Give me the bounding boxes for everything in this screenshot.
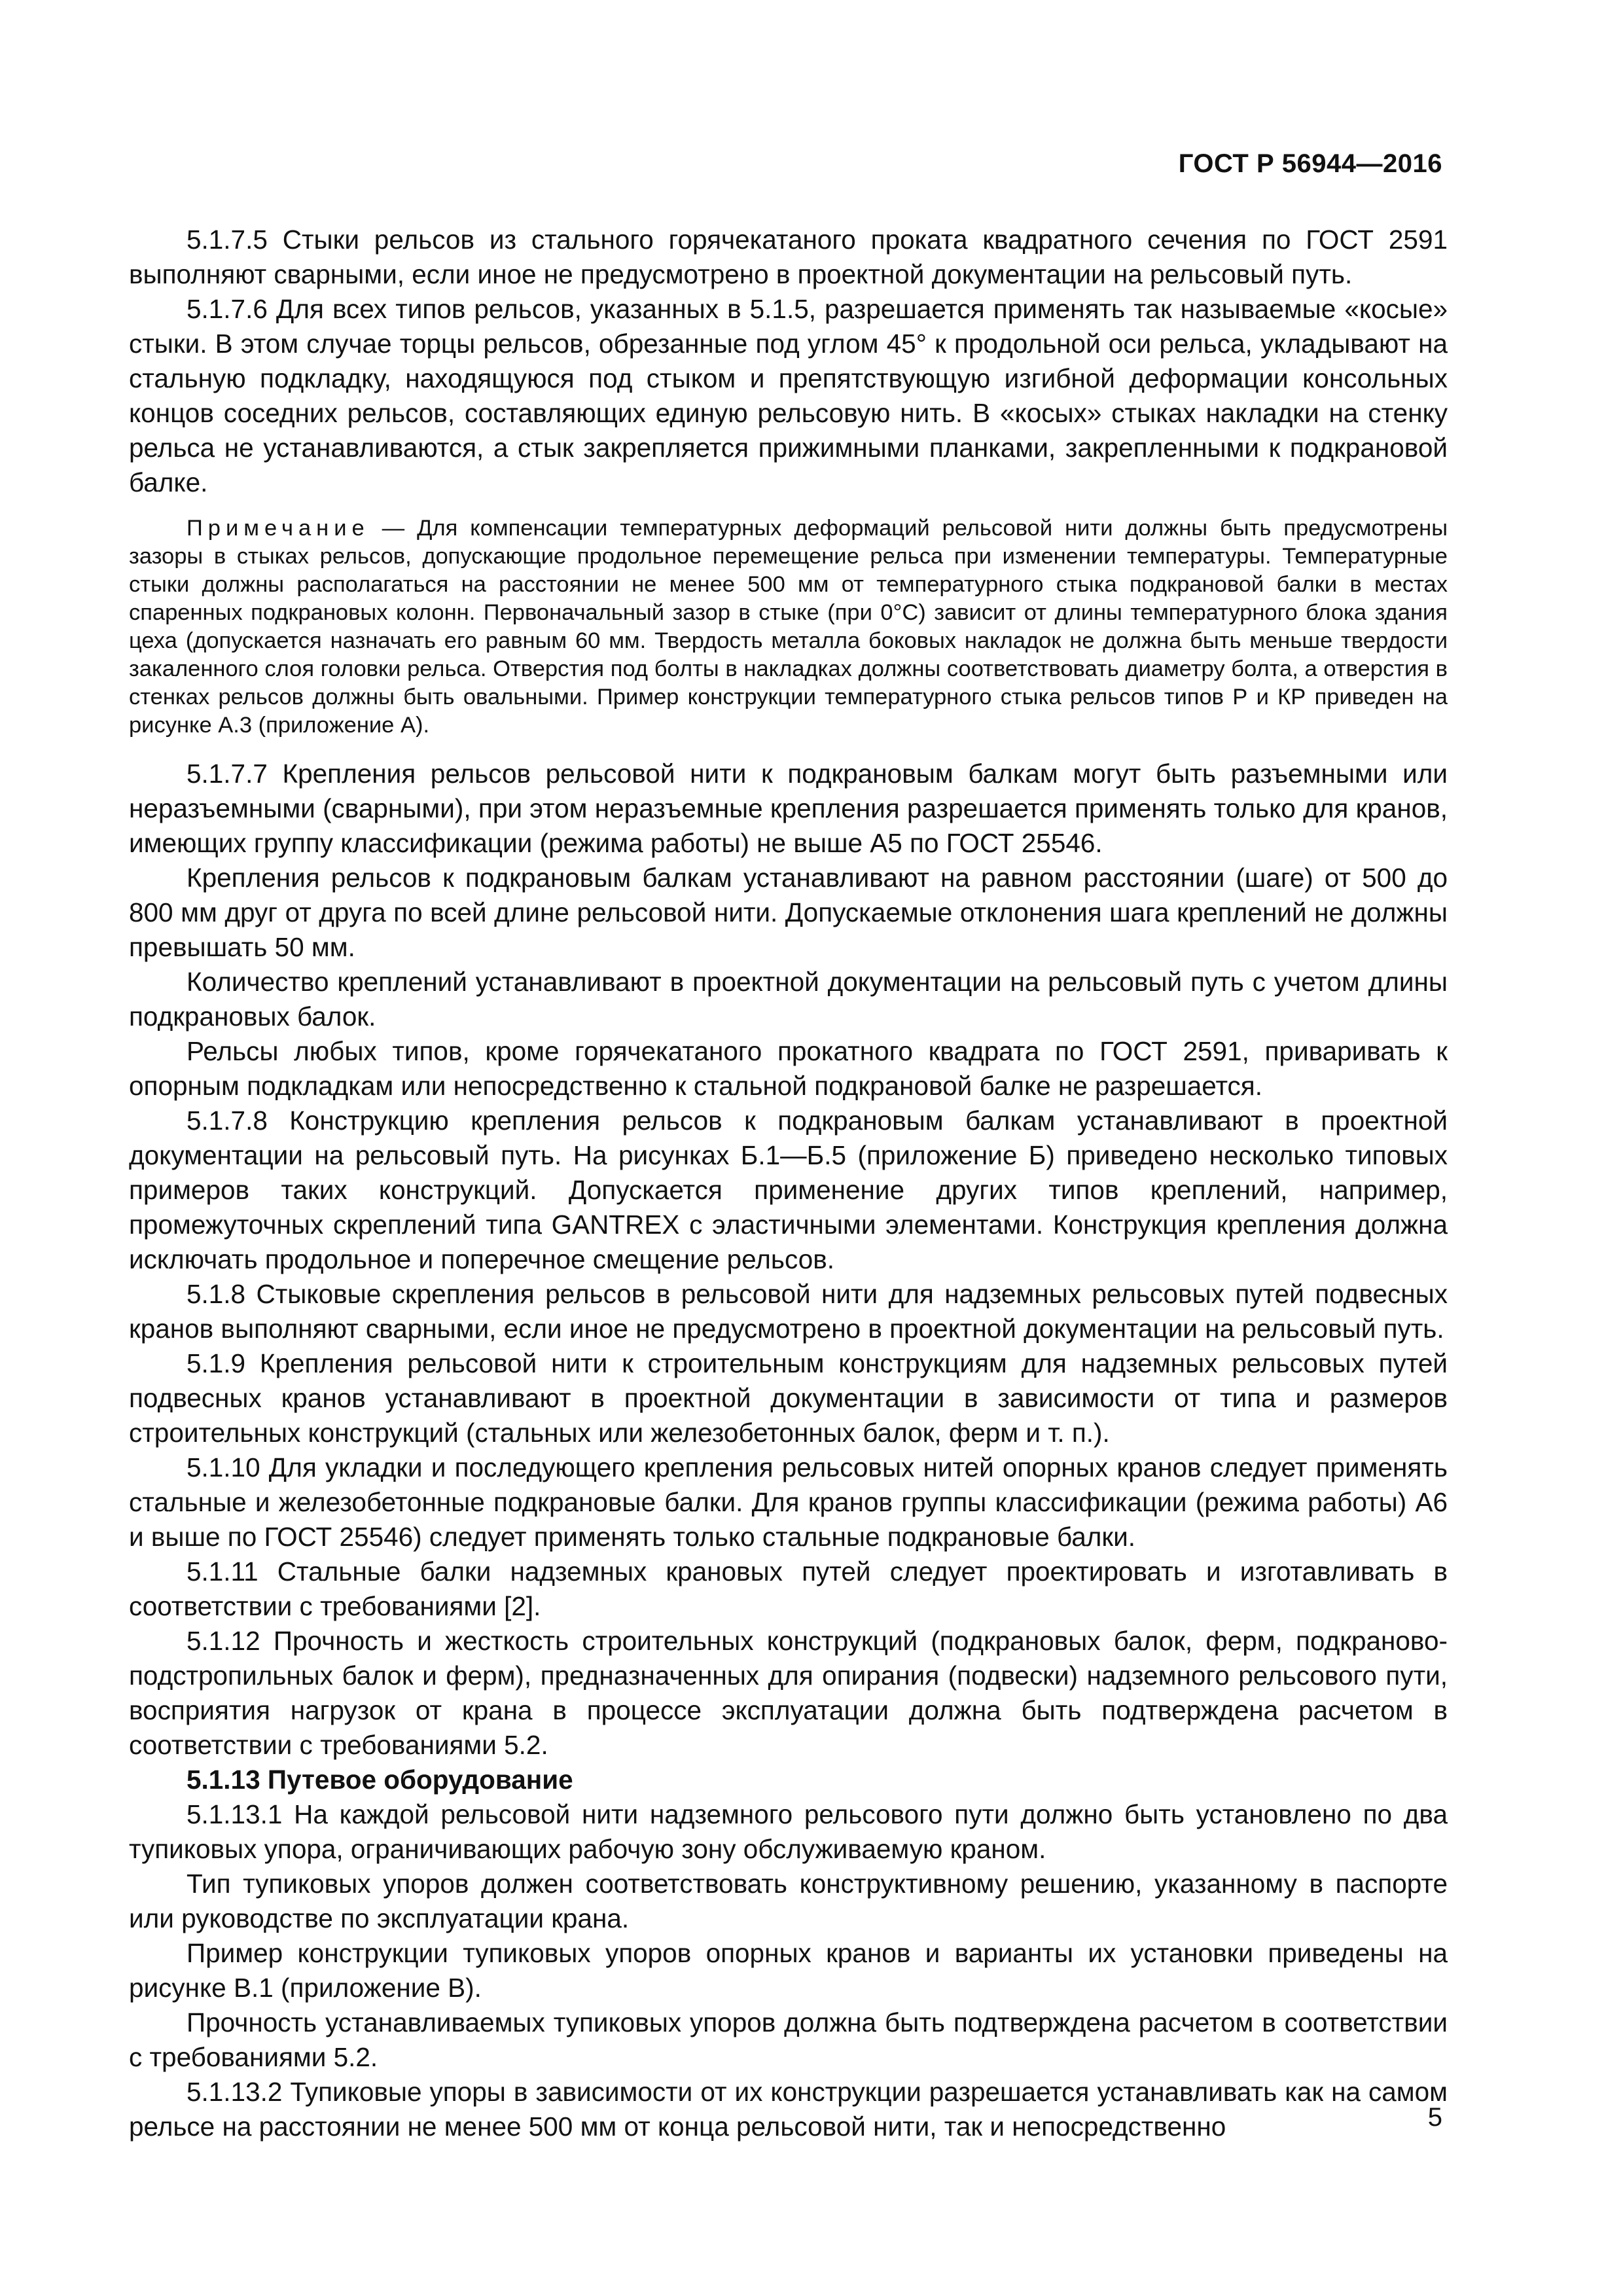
- paragraph-fastening-spacing: Крепления рельсов к подкрановым балкам устанавливают на равном расстоянии (шаге) от 500 до 800 мм друг от друга по всей длине рельсовой нити. Допускаемые отклонения шага креплений не должны превышать 50 мм.: [129, 863, 1448, 962]
- note-label: Примечание: [187, 516, 370, 541]
- note-text: — Для компенсации температурных деформаций рельсовой нити должны быть предусмотрены зазоры в стыках рельсов, допускающие продольное перемещение рельса при изменении температуры. Температурные стыки должны располагаться на расстоянии не менее 500 мм от температурного стыка подкрановой балки в местах спаренных подкрановых колонн. Первоначальный зазор в стыке (при 0°С) зависит от длины температурного блока здания цеха (допускается назначать его равным 60 мм. Твердость металла боковых накладок не должна быть меньше твердости закаленного слоя головки рельса. Отверстия под болты в накладках должны соответствовать диаметру болта, а отверстия в стенках рельсов должны быть овальными. Пример конструкции температурного стыка рельсов типов Р и КР приведен на рисунке А.3 (приложение А).: [129, 516, 1448, 738]
- paragraph-stop-strength: Прочность устанавливаемых тупиковых упоров должна быть подтверждена расчетом в соответствии с требованиями 5.2.: [129, 2007, 1448, 2072]
- paragraph-5-1-13-1: 5.1.13.1 На каждой рельсовой нити надземного рельсового пути должно быть установлено по два тупиковых упора, ограничивающих рабочую зону обслуживаемую краном.: [129, 1799, 1448, 1864]
- page-number: 5: [1427, 2103, 1442, 2132]
- paragraph-5-1-9: 5.1.9 Крепления рельсовой нити к строительным конструкциям для надземных рельсовых путей подвесных кранов устанавливают в проектной документации в зависимости от типа и размеров строительных конструкций (стальных или железобетонных балок, ферм и т. п.).: [129, 1348, 1448, 1448]
- paragraph-5-1-12: 5.1.12 Прочность и жесткость строительных конструкций (подкрановых балок, ферм, подкраново-подстропильных балок и ферм), предназначенных для опирания (подвески) надземного рельсового пути, восприятия нагрузок от крана в процессе эксплуатации должна быть подтверждена расчетом в соответствии с требованиями 5.2.: [129, 1626, 1448, 1760]
- paragraph-5-1-7-6: 5.1.7.6 Для всех типов рельсов, указанных в 5.1.5, разрешается применять так называемые «косые» стыки. В этом случае торцы рельсов, обрезанные под углом 45° к продольной оси рельса, укладывают на стальную подкладку, находящуюся под стыком и препятствующую изгибной деформации консольных концов соседних рельсов, составляющих единую рельсовую нить. В «косых» стыках накладки на стенку рельса не устанавливаются, а стык закрепляется прижимными планками, закрепленными к подкрановой балке.: [129, 294, 1448, 497]
- paragraph-fastening-count: Количество креплений устанавливают в проектной документации на рельсовый путь с учетом длины подкрановых балок.: [129, 967, 1448, 1031]
- paragraph-5-1-10: 5.1.10 Для укладки и последующего крепления рельсовых нитей опорных кранов следует применять стальные и железобетонные подкрановые балки. Для кранов группы классификации (режима работы) А6 и выше по ГОСТ 25546) следует применять только стальные подкрановые балки.: [129, 1452, 1448, 1552]
- paragraph-5-1-7-5: 5.1.7.5 Стыки рельсов из стального горячекатаного проката квадратного сечения по ГОСТ 2591 выполняют сварными, если иное не предусмотрено в проектной документации на рельсовый путь.: [129, 224, 1448, 289]
- paragraph-stop-example: Пример конструкции тупиковых упоров опорных кранов и варианты их установки приведены на рисунке В.1 (приложение В).: [129, 1938, 1448, 2003]
- paragraph-5-1-11: 5.1.11 Стальные балки надземных крановых путей следует проектировать и изготавливать в соответствии с требованиями [2].: [129, 1556, 1448, 1621]
- document-body: [129, 223, 1448, 2144]
- section-heading-5-1-13: 5.1.13 Путевое оборудование: [187, 1765, 573, 1795]
- paragraph-5-1-8: 5.1.8 Стыковые скрепления рельсов в рельсовой нити для надземных рельсовых путей подвесных кранов выполняют сварными, если иное не предусмотрено в проектной документации на рельсовый путь.: [129, 1279, 1448, 1344]
- paragraph-5-1-13-2: 5.1.13.2 Тупиковые упоры в зависимости от их конструкции разрешается устанавливать как на самом рельсе на расстоянии не менее 500 мм от конца рельсовой нити, так и непосредственно: [129, 2077, 1448, 2142]
- document-standard-number: ГОСТ Р 56944—2016: [1178, 149, 1442, 178]
- paragraph-5-1-7-8: 5.1.7.8 Конструкцию крепления рельсов к подкрановым балкам устанавливают в проектной документации на рельсовый путь. На рисунках Б.1—Б.5 (приложение Б) приведено несколько типовых примеров таких конструкций. Допускается применение других типов креплений, например, промежуточных скреплений типа GANTREX с эластичными элементами. Конструкция крепления должна исключать продольное и поперечное смещение рельсов.: [129, 1105, 1448, 1274]
- paragraph-stop-type: Тип тупиковых упоров должен соответствовать конструктивному решению, указанному в паспорте или руководстве по эксплуатации крана.: [129, 1869, 1448, 1933]
- paragraph-welding-prohibition: Рельсы любых типов, кроме горячекатаного прокатного квадрата по ГОСТ 2591, приваривать к опорным подкладкам или непосредственно к стальной подкрановой балке не разрешается.: [129, 1036, 1448, 1101]
- paragraph-5-1-7-7: 5.1.7.7 Крепления рельсов рельсовой нити к подкрановым балкам могут быть разъемными или неразъемными (сварными), при этом неразъемные крепления разрешается применять только для кранов, имеющих группу классификации (режима работы) не выше А5 по ГОСТ 25546.: [129, 759, 1448, 858]
- note-block: [129, 514, 1448, 740]
